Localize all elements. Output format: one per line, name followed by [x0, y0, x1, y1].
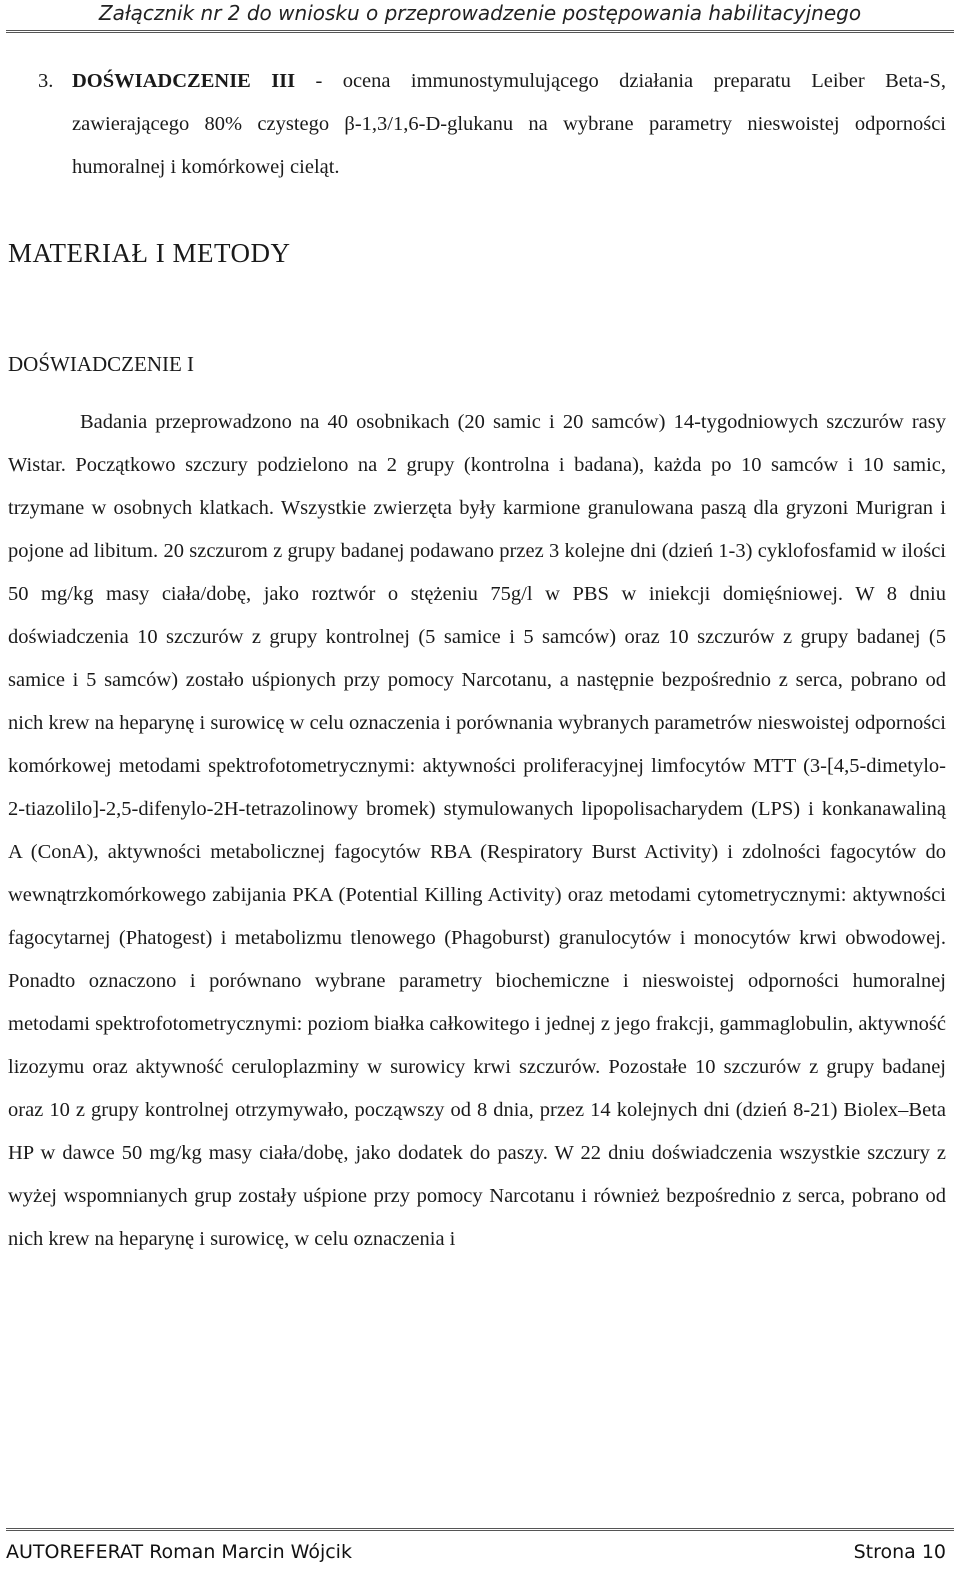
- item-body: [72, 60, 946, 189]
- footer-author: AUTOREFERAT Roman Marcin Wójcik: [6, 1541, 352, 1563]
- item-number: 3.: [38, 70, 54, 92]
- experiment-title: DOŚWIADCZENIE I: [8, 352, 195, 376]
- item-lead: DOŚWIADCZENIE III: [72, 70, 296, 92]
- running-header: Załącznik nr 2 do wniosku o przeprowadzenie postępowania habilitacyjnego: [98, 1, 862, 25]
- footer-rule: [6, 1528, 954, 1531]
- section-title: MATERIAŁ I METODY: [8, 238, 291, 268]
- page-number: Strona 10: [853, 1541, 946, 1563]
- running-footer: [6, 1537, 946, 1567]
- item-text: - ocena immunostymulującego działania preparatu Leiber Beta-S, zawierającego 80% czystego β-1,3/1,6-D-glukanu na wybrane parametry nieswoistej odporności humoralnej i komórkowej cieląt.: [72, 70, 947, 178]
- page-content: [8, 60, 946, 1261]
- experiment-paragraph: Badania przeprowadzono na 40 osobnikach (20 samic i 20 samców) 14-tygodniowych szczurów rasy Wistar. Początkowo szczury podzielono na 2 grupy (kontrolna i badana), każda po 10 samców i 10 samic, trzymane w osobnych klatkach. Wszystkie zwierzęta były karmione granulowana paszą dla gryzoni Murigran i pojone ad libitum. 20 szczurom z grupy badanej podawano przez 3 kolejne dni (dzień 1-3) cyklofosfamid w ilości 50 mg/kg masy ciała/dobę, jako roztwór o stężeniu 75g/l w PBS w iniekcji domięśniowej. W 8 dniu doświadczenia 10 szczurów z grupy kontrolnej (5 samice i 5 samców) oraz 10 szczurów z grupy badanej (5 samice i 5 samców) zostało uśpionych przy pomocy Narcotanu, a następnie bezpośrednio z serca, pobrano od nich krew na heparynę i surowicę w celu oznaczenia i porównania wybranych parametrów nieswoistej odporności komórkowej metodami spektrofotometrycznymi: aktywności proliferacyjnej limfocytów MTT (3-[4,5-dimetylo-2-tiazolilo]-2,5-difenylo-2H-tetrazolinowy bromek) stymulowanych lipopolisacharydem (LPS) i konkanawaliną A (ConA), aktywności metabolicznej fagocytów RBA (Respiratory Burst Activity) i zdolności fagocytów do wewnątrzkomórkowego zabijania PKA (Potential Killing Activity) oraz metodami cytometrycznymi: aktywności fagocytarnej (Phatogest) i metabolizmu tlenowego (Phagoburst) granulocytów i monocytów krwi obwodowej. Ponadto oznaczono i porównano wybrane parametry biochemiczne i nieswoistej odporności humoralnej metodami spektrofotometrycznymi: poziom białka całkowitego i jednej z jego frakcji, gammaglobulin, aktywność lizozymu oraz aktywność ceruloplazminy w surowicy krwi szczurów. Pozostałe 10 szczurów z grupy badanej oraz 10 z grupy kontrolnej otrzymywało, począwszy od 8 dnia, przez 14 kolejnych dni (dzień 8-21) Biolex–Beta HP w dawce 50 mg/kg masy ciała/dobę, jako dodatek do paszy. W 22 dniu doświadczenia wszystkie szczury z wyżej wspomnianych grup zostały uśpione przy pomocy Narcotanu i również bezpośrednio z serca, pobrano od nich krew na heparynę i surowicę, w celu oznaczenia i: [8, 411, 946, 1250]
- header-rule: [6, 30, 954, 33]
- numbered-item-3: [8, 60, 946, 189]
